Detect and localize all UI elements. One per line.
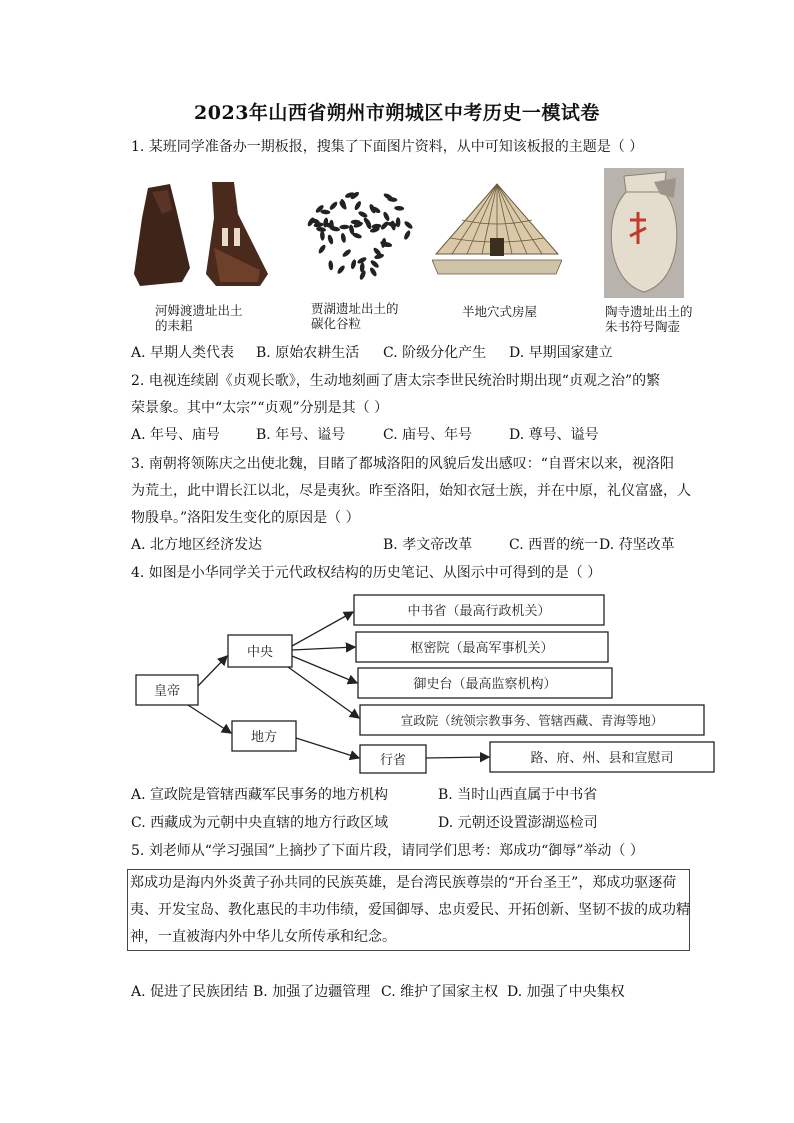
q3-stem-line-3: 物殷阜。”洛阳发生变化的原因是（ ）: [131, 510, 360, 526]
q5-option-a: A. 促进了民族团结: [131, 984, 249, 1000]
q3-option-b: B. 孝文帝改革: [383, 537, 473, 553]
q2-option-c: C. 庙号、年号: [383, 427, 473, 443]
q1-caption-3: 半地穴式房屋: [462, 304, 538, 319]
q4-stem: 4. 如图是小华同学关于元代政权结构的历史笔记、从图示中可得到的是（ ）: [131, 565, 602, 581]
q1-option-c: C. 阶级分化产生: [383, 345, 487, 361]
q4-option-c: C. 西藏成为元朝中央直辖的地方行政区域: [131, 815, 389, 831]
q2-stem-line-1: 2. 电视连续剧《贞观长歌》，生动地刻画了唐太宗李世民统治时期出现“贞观之治”的繁: [131, 373, 661, 389]
q4-option-d: D. 元朝还设置澎湖巡检司: [438, 815, 598, 831]
q2-stem-line-2: 荣景象。其中“太宗”“贞观”分别是其（ ）: [131, 400, 389, 416]
zhongshu-label: 中书省（最高行政机关）: [407, 604, 551, 619]
q5-quote-box: [127, 869, 690, 951]
q4-option-a: A. 宣政院是管辖西藏军民事务的地方机构: [131, 787, 389, 803]
shumi-label: 枢密院（最高军事机关）: [410, 641, 554, 656]
q3-option-d: D. 苻坚改革: [599, 537, 675, 553]
q3-option-c: C. 西晋的统一: [509, 537, 599, 553]
q5-quote-line-1: 郑成功是海内外炎黄子孙共同的民族英雄，是台湾民族尊崇的“开台圣王”，郑成功驱逐荷: [130, 875, 677, 891]
xingsheng-label: 行省: [379, 753, 407, 768]
pottery-jar-image: [604, 168, 684, 298]
q3-stem-line-2: 为荒土，此中谓长江以北，尽是夷狄。昨至洛阳，始知衣冠士族，并在中原，礼仪富盛，人: [131, 483, 691, 499]
q5-stem: 5. 刘老师从“学习强国”上摘抄了下面片段，请同学们思考：郑成功“御辱”举动（ ）: [131, 843, 644, 859]
q5-option-c: C. 维护了国家主权: [381, 984, 499, 1000]
central-label: 中央: [246, 645, 274, 660]
q2-option-b: B. 年号、谥号: [256, 427, 346, 443]
q2-option-d: D. 尊号、谥号: [509, 427, 599, 443]
q1-option-b: B. 原始农耕生活: [256, 345, 360, 361]
q1-option-d: D. 早期国家建立: [509, 345, 613, 361]
q1-option-a: A. 早期人类代表: [131, 345, 235, 361]
plough-image: [130, 178, 275, 290]
grain-image: [300, 178, 415, 282]
q5-quote-line-3: 神，一直被海内外中华儿女所传承和纪念。: [130, 929, 396, 945]
q4-option-b: B. 当时山西直属于中书省: [438, 787, 598, 803]
q3-stem-line-1: 3. 南朝将领陈庆之出使北魏，目睹了都城洛阳的风貌后发出感叹：“自晋宋以来，视洛阳: [131, 456, 674, 472]
q1-caption-4: 陶寺遗址出土的 朱书符号陶壶: [605, 304, 693, 334]
q2-option-a: A. 年号、庙号: [131, 427, 221, 443]
q3-option-a: A. 北方地区经济发达: [131, 537, 263, 553]
q5-option-b: B. 加强了边疆管理: [253, 984, 371, 1000]
q1-stem: 1. 某班同学准备办一期板报，搜集了下面图片资料，从中可知该板报的主题是（ ）: [131, 139, 644, 155]
xuanzheng-label: 宣政院（统领宗教事务、管辖西藏、青海等地）: [400, 713, 664, 728]
q1-caption-1: 河姆渡遗址出土 的耒耜: [155, 303, 243, 333]
sub-label: 路、府、州、县和宣慰司: [530, 751, 674, 766]
house-image: [432, 180, 562, 280]
q5-option-d: D. 加强了中央集权: [507, 984, 625, 1000]
local-label: 地方: [250, 730, 278, 745]
yushi-label: 御史台（最高监察机构）: [413, 677, 557, 692]
emperor-label: 皇帝: [153, 684, 181, 699]
q1-caption-2: 贾湖遗址出土的 碳化谷粒: [311, 301, 399, 331]
exam-title: 2023年山西省朔州市朔城区中考历史一模试卷: [194, 102, 600, 124]
q5-quote-line-2: 夷、开发宝岛、教化惠民的丰功伟绩，爱国御辱、忠贞爱民、开拓创新、坚韧不拔的成功精: [130, 902, 690, 918]
yuan-structure-diagram: [128, 588, 718, 778]
